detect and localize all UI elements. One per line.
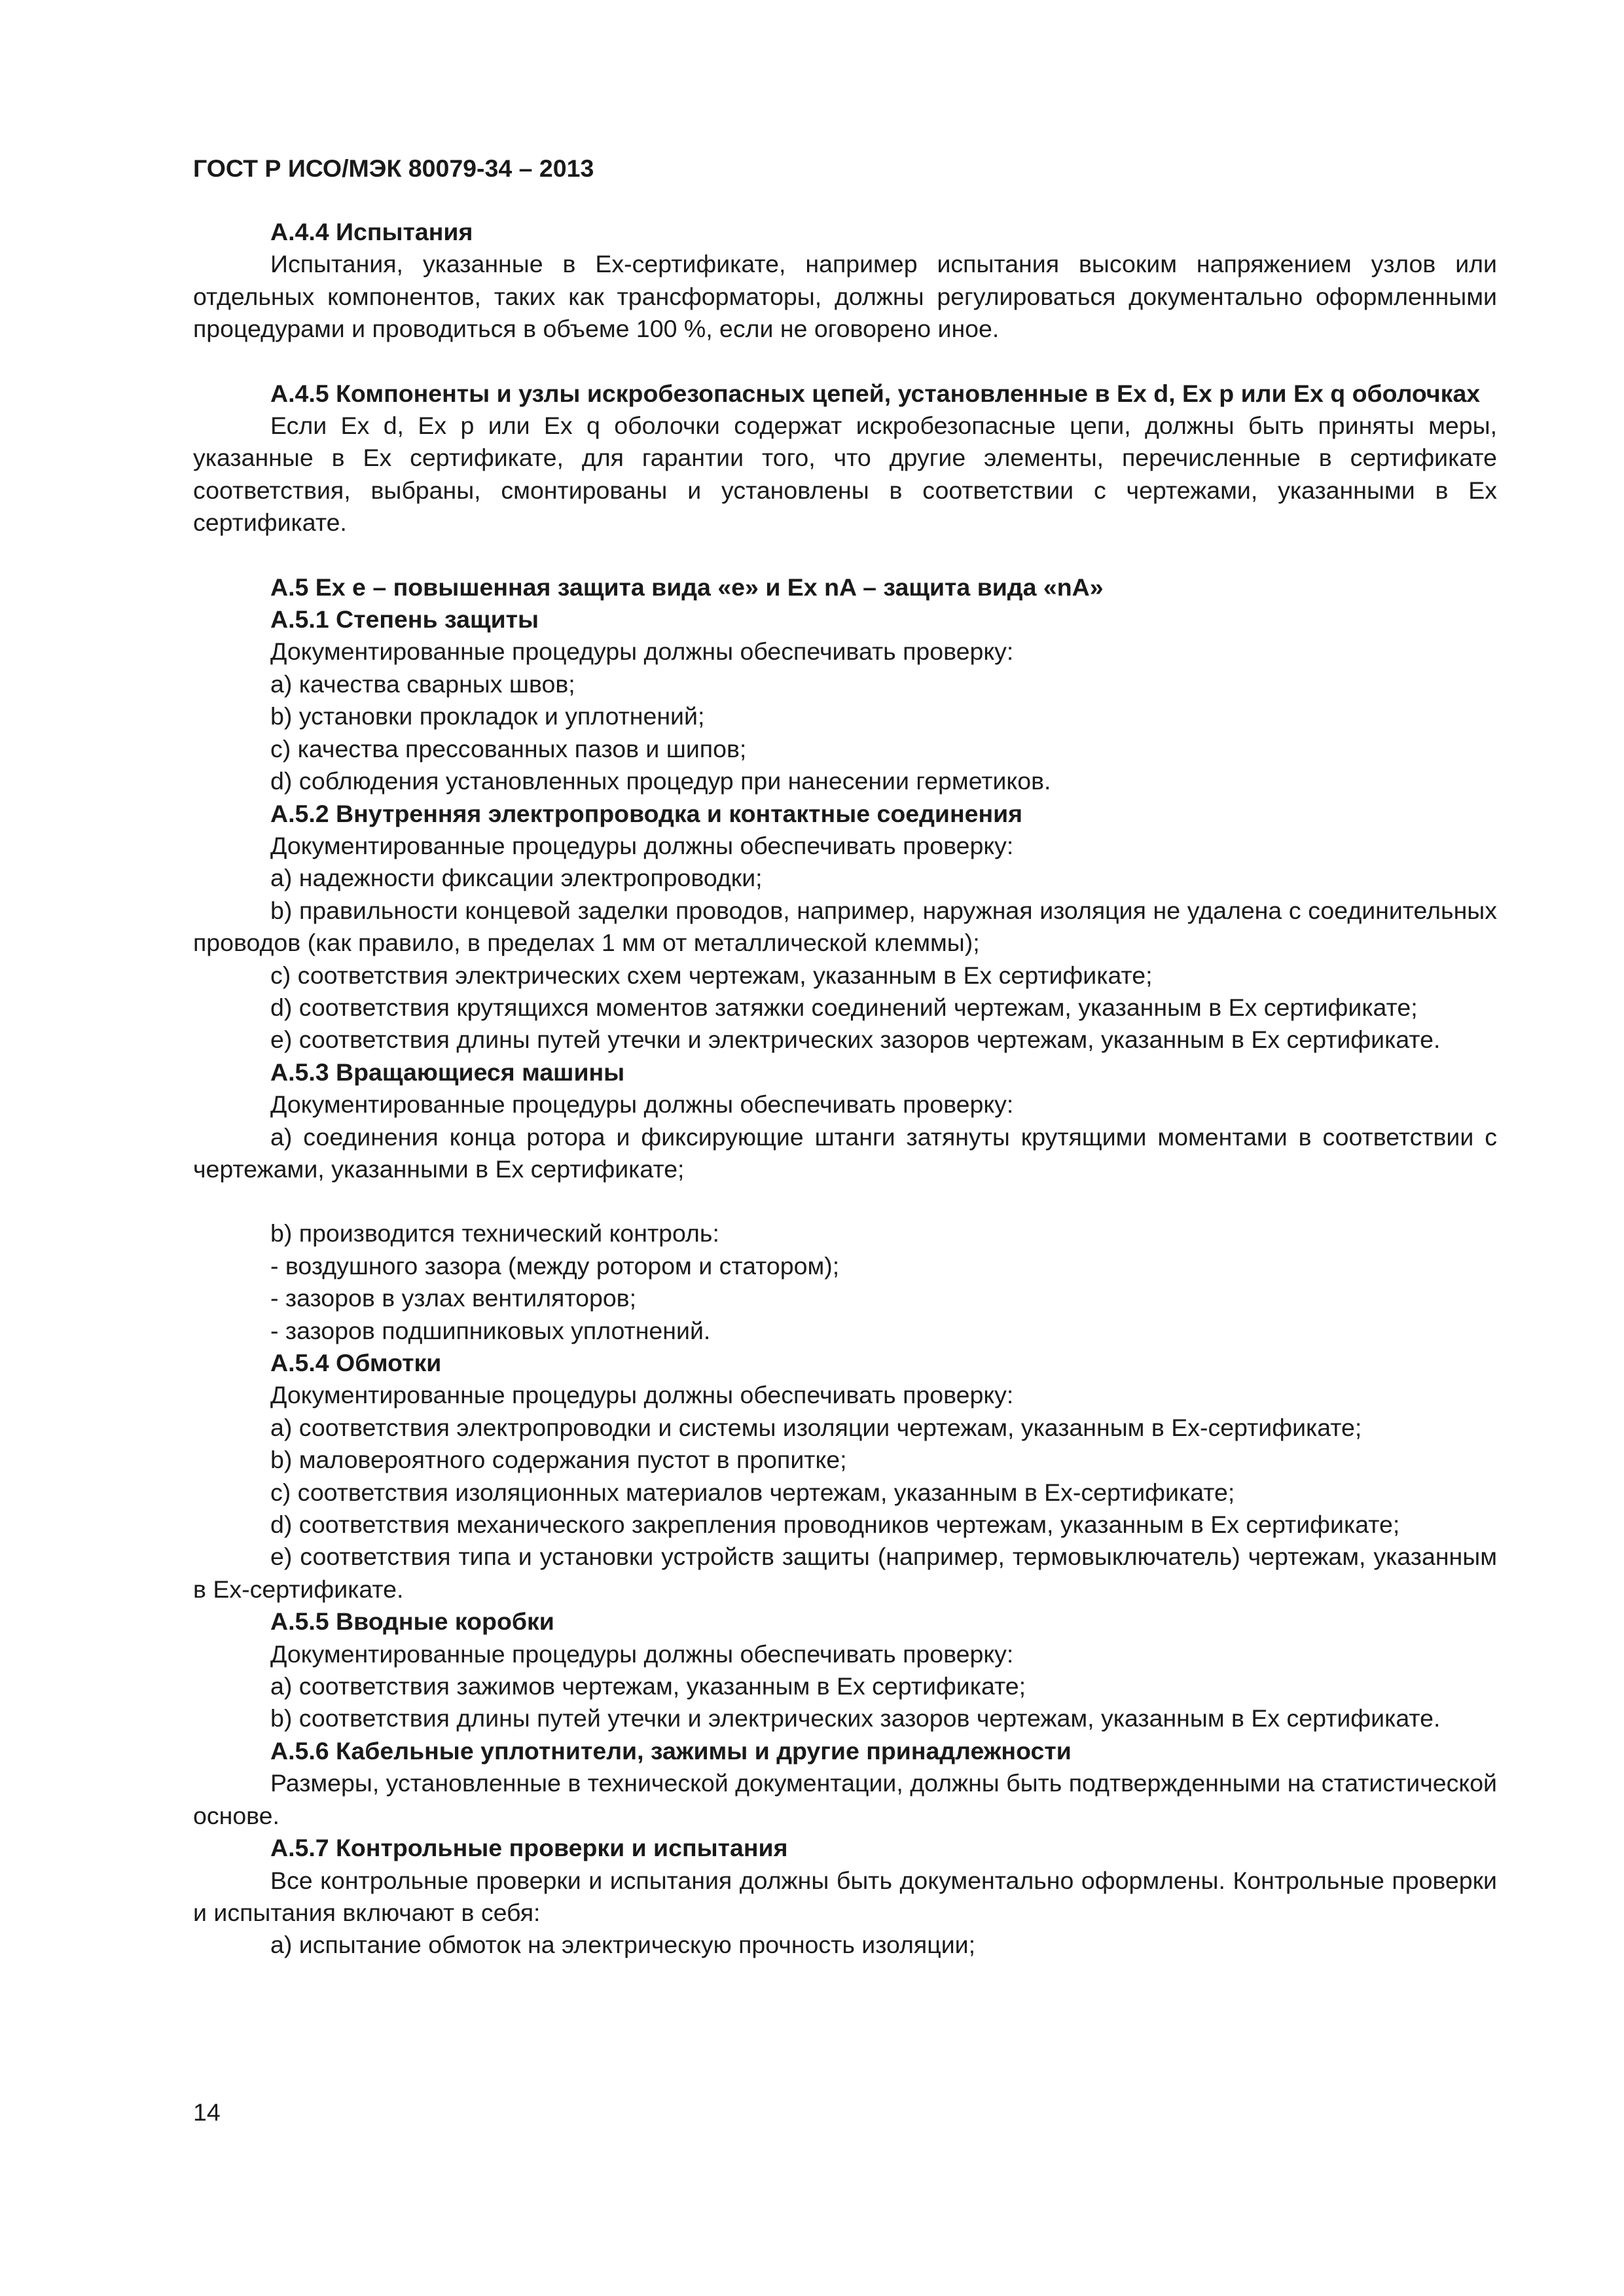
body-paragraph: Документированные процедуры должны обеспечивать проверку: (270, 831, 1014, 859)
body-paragraph: Размеры, установленные в технической документации, должны быть подтвержденными на статистической основе. (193, 1769, 1497, 1829)
body-paragraph: a) соответствия зажимов чертежам, указанным в Ex сертификате; (270, 1672, 1026, 1700)
section-heading: А.4.4 Испытания (270, 218, 473, 245)
section-heading: А.4.5 Компоненты и узлы искробезопасных цепей, установленные в Ex d, Ex p или Ex q оболочках (270, 379, 1481, 407)
paragraph-gap (193, 346, 1497, 378)
body-paragraph: Испытания, указанные в Ex-сертификате, например испытания высоким напряжением узлов или отдельных компонентов, таких как трансформаторы, должны регулироваться документально оформленными процедурами и проводиться в объеме 100 %, если не оговорено иное. (193, 250, 1497, 343)
body-paragraph: d) соответствия крутящихся моментов затяжки соединений чертежам, указанным в Ex сертификате; (270, 993, 1418, 1021)
paragraph-gap (193, 539, 1497, 571)
body-paragraph: Документированные процедуры должны обеспечивать проверку: (270, 1640, 1014, 1668)
section-heading: А.5.1 Степень защиты (270, 605, 539, 634)
body-paragraph: a) соединения конца ротора и фиксирующие штанги затянуты крутящими моментами в соответствии с чертежами, указанными в Ex сертификате; (193, 1122, 1497, 1183)
section-heading: А.5 Ex e – повышенная защита вида «е» и Ex nA – защита вида «nA» (270, 573, 1104, 601)
paragraph-gap (193, 1185, 1497, 1217)
body-paragraph: b) правильности концевой заделки проводов, например, наружная изоляция не удалена с соединительных проводов (как правило, в пределах 1 мм от металлической клеммы); (193, 896, 1497, 957)
section-heading: А.5.2 Внутренняя электропроводка и контактные соединения (270, 799, 1023, 827)
body-paragraph: e) соответствия длины путей утечки и электрических зазоров чертежам, указанным в Ex сертификате. (270, 1026, 1441, 1054)
body-paragraph: e) соответствия типа и установки устройств защиты (например, термовыключатель) чертежам, указанным в Ex-сертификате. (193, 1543, 1497, 1603)
body-paragraph: - зазоров в узлах вентиляторов; (270, 1284, 637, 1312)
body-paragraph: a) качества сварных швов; (270, 670, 575, 698)
body-paragraph: d) соответствия механического закрепления проводников чертежам, указанным в Ex сертификате; (270, 1511, 1400, 1539)
body-paragraph: Если Ex d, Ex p или Ex q оболочки содержат искробезопасные цепи, должны быть приняты меры, указанные в Ex сертификате, для гарантии того, что другие элементы, перечисленные в сертификате соответствия, выбраны, смонтированы и установлены в соответствии с чертежами, указанными в Ex сертификате. (193, 412, 1497, 537)
section-heading: А.5.3 Вращающиеся машины (270, 1058, 625, 1086)
section-heading: А.5.4 Обмотки (270, 1349, 442, 1376)
section-heading: А.5.7 Контрольные проверки и испытания (270, 1834, 788, 1862)
body-paragraph: Документированные процедуры должны обеспечивать проверку: (270, 1381, 1014, 1409)
body-paragraph: b) установки прокладок и уплотнений; (270, 702, 705, 730)
section-heading: А.5.5 Вводные коробки (270, 1607, 554, 1636)
body-paragraph: Документированные процедуры должны обеспечивать проверку: (270, 637, 1014, 666)
document-body (193, 216, 1497, 1962)
body-paragraph: d) соблюдения установленных процедур при нанесении герметиков. (270, 767, 1051, 795)
body-paragraph: b) соответствия длины путей утечки и электрических зазоров чертежам, указанным в Ex сертификате. (270, 1704, 1441, 1732)
page-number: 14 (193, 2098, 221, 2126)
body-paragraph: c) соответствия электрических схем чертежам, указанным в Ex сертификате; (270, 961, 1153, 989)
body-paragraph: a) испытание обмоток на электрическую прочность изоляции; (270, 1931, 976, 1959)
body-paragraph: - воздушного зазора (между ротором и статором); (270, 1251, 840, 1280)
body-paragraph: a) надежности фиксации электропроводки; (270, 864, 763, 892)
body-paragraph: Все контрольные проверки и испытания должны быть документально оформлены. Контрольные проверки и испытания включают в себя: (193, 1866, 1497, 1926)
body-paragraph: c) качества прессованных пазов и шипов; (270, 734, 747, 762)
body-paragraph: c) соответствия изоляционных материалов чертежам, указанным в Ex-сертификате; (270, 1478, 1235, 1506)
body-paragraph: b) маловероятного содержания пустот в пропитке; (270, 1446, 847, 1474)
section-heading: А.5.6 Кабельные уплотнители, зажимы и другие принадлежности (270, 1736, 1072, 1765)
body-paragraph: Документированные процедуры должны обеспечивать проверку: (270, 1090, 1014, 1119)
body-paragraph: a) соответствия электропроводки и системы изоляции чертежам, указанным в Ex-сертификате; (270, 1413, 1362, 1441)
body-paragraph: - зазоров подшипниковых уплотнений. (270, 1316, 711, 1344)
body-paragraph: b) производится технический контроль: (270, 1219, 719, 1247)
document-header: ГОСТ Р ИСО/МЭК 80079-34 – 2013 (193, 154, 594, 182)
